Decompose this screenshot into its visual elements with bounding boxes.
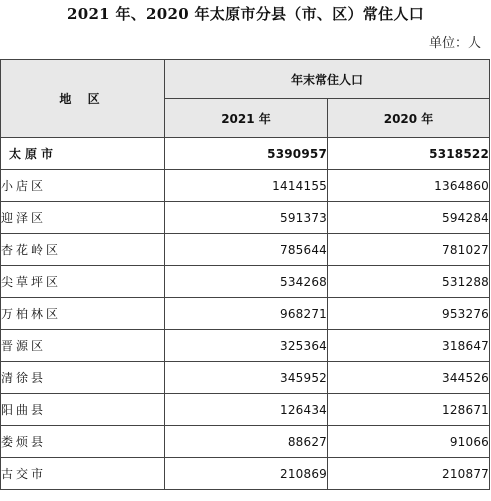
- population-group-header: 年末常住人口: [165, 60, 490, 99]
- population-2021: 785644: [165, 234, 328, 266]
- page-title: 2021 年、2020 年太原市分县（市、区）常住人口: [66, 5, 425, 23]
- population-2020: 781027: [328, 234, 490, 266]
- table-row: [1, 234, 490, 266]
- table-row: [1, 362, 490, 394]
- population-2020: 210877: [328, 458, 490, 490]
- region-header: 地 区: [1, 60, 165, 138]
- year-2020-header: 2020 年: [328, 99, 490, 138]
- region-name: 清徐县: [1, 362, 165, 394]
- population-2020: 5318522: [328, 138, 490, 170]
- population-2020: 953276: [328, 298, 490, 330]
- unit-label: 单位：人: [428, 36, 481, 51]
- table-row: [1, 202, 490, 234]
- table-row: [1, 394, 490, 426]
- table-row: [1, 170, 490, 202]
- region-name: 晋源区: [1, 330, 165, 362]
- table-row: [1, 298, 490, 330]
- population-2021: 210869: [165, 458, 328, 490]
- region-name: 小店区: [1, 170, 165, 202]
- table-row: [1, 138, 490, 170]
- region-name: 太原市: [1, 138, 165, 170]
- region-name: 万柏林区: [1, 298, 165, 330]
- population-2021: 88627: [165, 426, 328, 458]
- population-2020: 128671: [328, 394, 490, 426]
- year-2021-header: 2021 年: [165, 99, 328, 138]
- population-2020: 594284: [328, 202, 490, 234]
- population-2021: 126434: [165, 394, 328, 426]
- region-name: 杏花岭区: [1, 234, 165, 266]
- population-2021: 1414155: [165, 170, 328, 202]
- region-name: 娄烦县: [1, 426, 165, 458]
- population-2021: 5390957: [165, 138, 328, 170]
- table-row: [1, 458, 490, 490]
- population-2020: 318647: [328, 330, 490, 362]
- table-row: [1, 426, 490, 458]
- population-2020: 344526: [328, 362, 490, 394]
- region-name: 古交市: [1, 458, 165, 490]
- table-row: [1, 266, 490, 298]
- population-2020: 531288: [328, 266, 490, 298]
- region-name: 阳曲县: [1, 394, 165, 426]
- population-2021: 534268: [165, 266, 328, 298]
- population-2021: 345952: [165, 362, 328, 394]
- region-name: 迎泽区: [1, 202, 165, 234]
- population-2020: 91066: [328, 426, 490, 458]
- population-table: [0, 59, 490, 490]
- population-2020: 1364860: [328, 170, 490, 202]
- table-row: [1, 330, 490, 362]
- region-name: 尖草坪区: [1, 266, 165, 298]
- population-2021: 325364: [165, 330, 328, 362]
- population-2021: 968271: [165, 298, 328, 330]
- population-2021: 591373: [165, 202, 328, 234]
